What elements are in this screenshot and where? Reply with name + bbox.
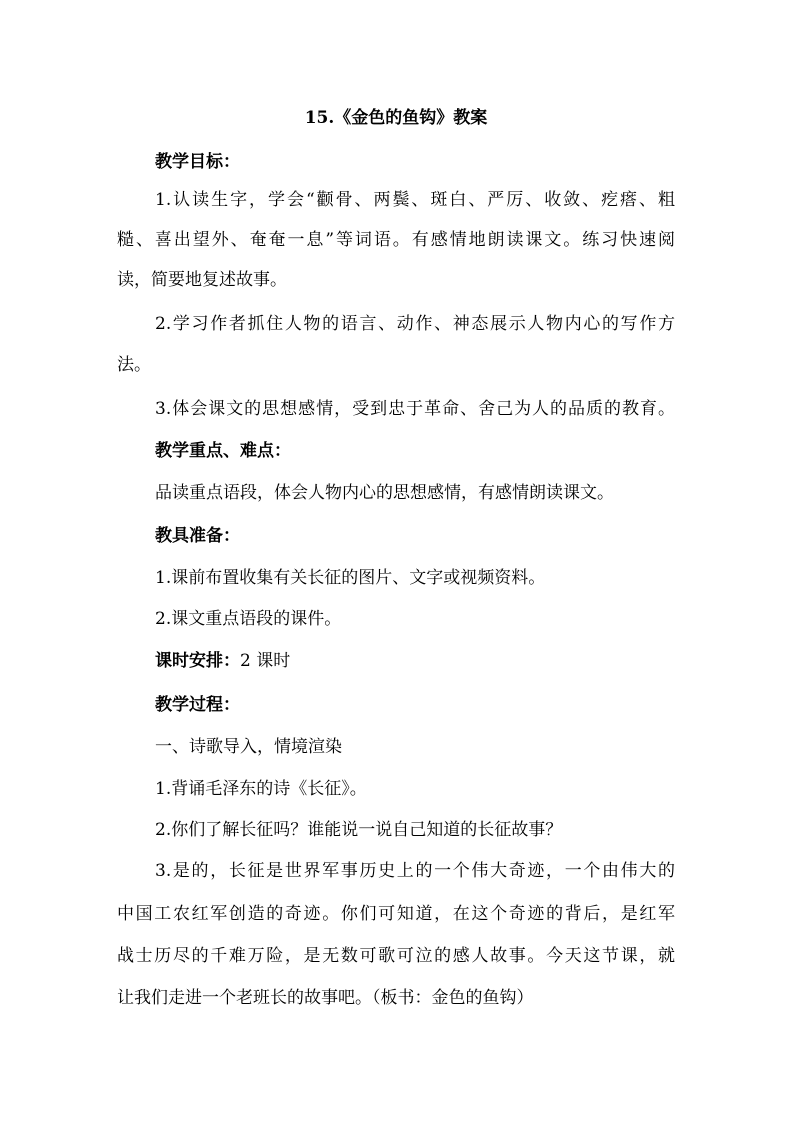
schedule-label: 课时安排： — [155, 651, 240, 671]
schedule-value: 2 课时 — [240, 651, 291, 671]
material-2: 2.课文重点语段的课件。 — [155, 609, 342, 629]
step-3-line1: 3.是的，长征是世界军事历史上的一个伟大奇迹，一个由伟大的 — [155, 861, 675, 881]
key-points-text: 品读重点语段，体会人物内心的思想感情，有感情朗读课文。 — [155, 483, 614, 503]
material-1: 1.课前布置收集有关长征的图片、文字或视频资料。 — [155, 568, 546, 588]
objective-2-line2: 法。 — [117, 355, 151, 375]
step-3-line4: 让我们走进一个老班长的故事吧。（板书：金色的鱼钩） — [117, 988, 534, 1008]
step-3-line2: 中国工农红军创造的奇迹。你们可知道，在这个奇迹的背后，是红军 — [117, 904, 675, 924]
objectives-heading: 教学目标： — [155, 152, 240, 172]
objective-3: 3.体会课文的思想感情，受到忠于革命、舍己为人的品质的教育。 — [155, 399, 675, 419]
document-title: 15.《金色的鱼钩》教案 — [304, 108, 488, 128]
objective-2-line1: 2.学习作者抓住人物的语言、动作、神态展示人物内心的写作方 — [155, 314, 675, 334]
key-points-heading: 教学重点、难点： — [155, 441, 291, 461]
materials-heading: 教具准备： — [155, 526, 240, 546]
step-2: 2.你们了解长征吗？谁能说一说自己知道的长征故事？ — [155, 820, 563, 840]
step-1: 1.背诵毛泽东的诗《长征》。 — [155, 779, 367, 799]
objective-1-line3: 读，简要地复述故事。 — [117, 270, 287, 290]
section-1-heading: 一、诗歌导入，情境渲染 — [155, 737, 342, 757]
objective-1-line1: 1.认读生字，学会“颧骨、两鬓、斑白、严厉、收敛、疙瘩、粗 — [155, 190, 675, 210]
process-heading: 教学过程： — [155, 695, 240, 715]
objective-1-line2: 糙、喜出望外、奄奄一息”等词语。有感情地朗读课文。练习快速阅 — [117, 230, 675, 250]
step-3-line3: 战士历尽的千难万险，是无数可歌可泣的感人故事。今天这节课，就 — [117, 946, 675, 966]
schedule-line — [155, 649, 713, 673]
